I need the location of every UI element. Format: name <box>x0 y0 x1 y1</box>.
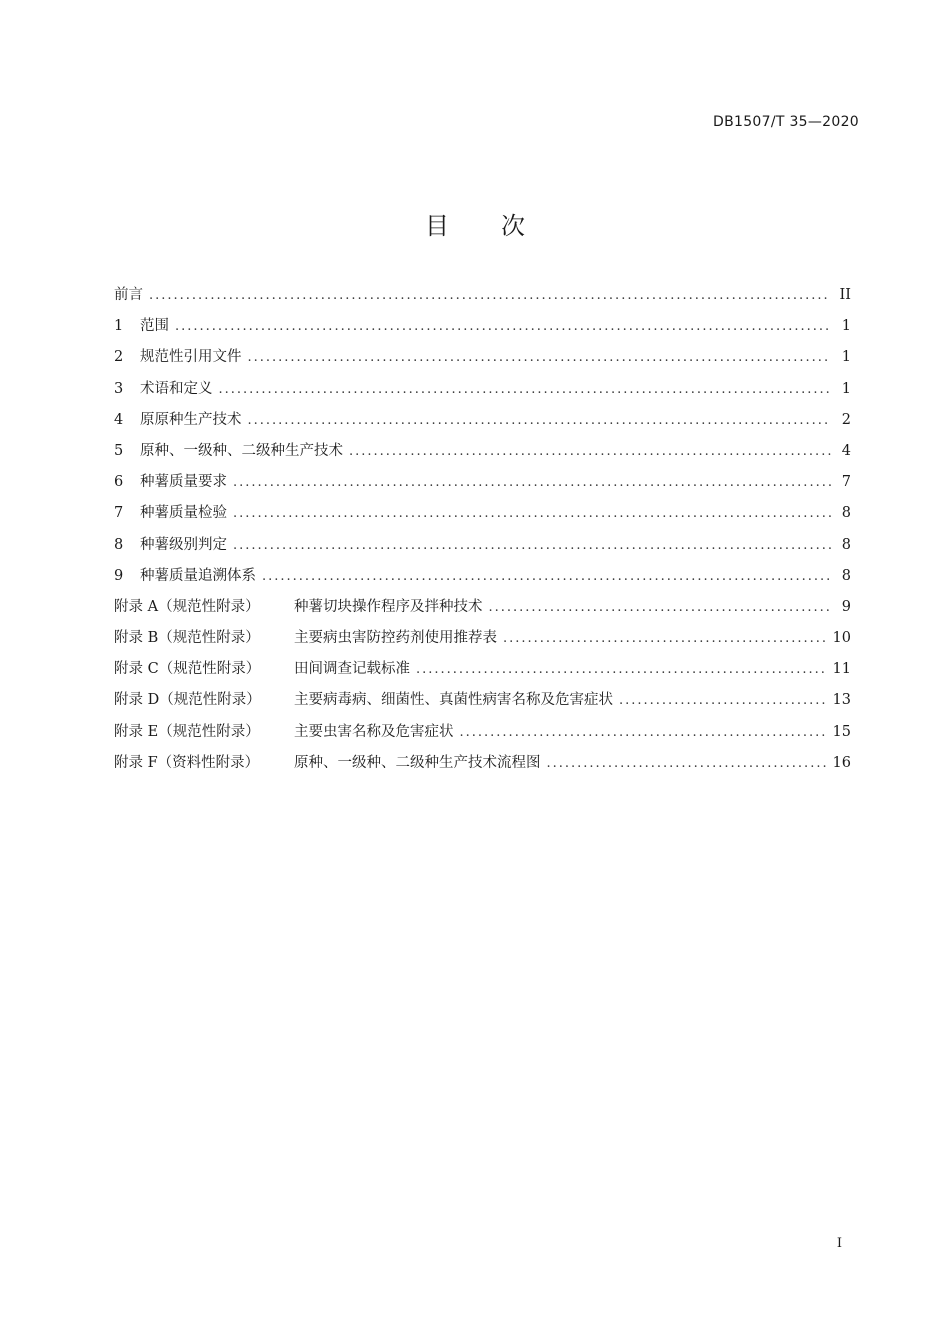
toc-section-number: 4 <box>114 411 124 428</box>
toc-page-number: 10 <box>832 630 851 647</box>
toc-section-number: 7 <box>114 505 124 522</box>
toc-entry[interactable] <box>114 501 851 532</box>
toc-page-number: 8 <box>841 567 851 584</box>
toc-section-number: 5 <box>114 442 124 459</box>
toc-entry-title: 种薯质量要求 <box>140 474 227 491</box>
toc-section-number: 6 <box>114 474 124 491</box>
dot-leader <box>547 756 827 771</box>
toc-entry[interactable] <box>114 564 851 595</box>
dot-leader <box>416 662 827 677</box>
dot-leader <box>233 475 831 490</box>
toc-page-number: 16 <box>832 754 851 771</box>
toc-entry-title: 范围 <box>140 318 169 335</box>
toc-page-number: 1 <box>841 380 851 397</box>
dot-leader <box>503 631 827 646</box>
toc-entry[interactable] <box>114 408 851 439</box>
toc-entry-title: 种薯级别判定 <box>140 536 227 553</box>
toc-page-number: 2 <box>841 411 851 428</box>
toc-entry[interactable] <box>114 626 851 657</box>
toc-entry[interactable] <box>114 720 851 751</box>
toc-page-number: 1 <box>841 349 851 366</box>
toc-entry[interactable] <box>114 283 851 314</box>
toc-entry[interactable] <box>114 533 851 564</box>
toc-page-number: 4 <box>841 442 851 459</box>
dot-leader <box>149 288 831 303</box>
toc-entry-title: 主要病虫害防控药剂使用推荐表 <box>294 630 497 647</box>
toc-section-number: 8 <box>114 536 124 553</box>
dot-leader <box>175 319 831 334</box>
toc-page-number: 15 <box>832 723 851 740</box>
toc-entry-title: 原种、一级种、二级种生产技术流程图 <box>294 754 541 771</box>
toc-appendix-label: 附录 C（规范性附录） <box>114 661 261 678</box>
toc-entry[interactable] <box>114 345 851 376</box>
toc-page-number: 7 <box>841 474 851 491</box>
toc-entry-title: 种薯质量检验 <box>140 505 227 522</box>
toc-entry-title: 主要虫害名称及危害症状 <box>294 723 454 740</box>
table-of-contents <box>114 283 851 782</box>
toc-page-number: 11 <box>832 661 851 678</box>
toc-entry[interactable] <box>114 688 851 719</box>
page-number: I <box>836 1236 842 1251</box>
toc-entry-title: 前言 <box>114 287 143 303</box>
toc-section-number: 1 <box>114 318 124 335</box>
dot-leader <box>248 413 832 428</box>
toc-entry[interactable] <box>114 314 851 345</box>
toc-entry[interactable] <box>114 751 851 782</box>
title-char-2: 次 <box>501 212 525 240</box>
toc-appendix-label: 附录 E（规范性附录） <box>114 723 260 740</box>
toc-entry-title: 田间调查记载标准 <box>294 661 410 678</box>
toc-page-number: 13 <box>832 692 851 709</box>
toc-page-number: 8 <box>841 536 851 553</box>
toc-page-number: 1 <box>841 318 851 335</box>
dot-leader <box>460 725 827 740</box>
dot-leader <box>619 693 827 708</box>
toc-page-number: 8 <box>841 505 851 522</box>
toc-appendix-label: 附录 F（资料性附录） <box>114 754 260 771</box>
dot-leader <box>233 506 831 521</box>
title-char-1: 目 <box>425 212 449 240</box>
dot-leader <box>248 350 832 365</box>
toc-entry[interactable] <box>114 470 851 501</box>
document-code: DB1507/T 35—2020 <box>713 114 859 130</box>
toc-page-number: 9 <box>841 598 851 615</box>
toc-appendix-label: 附录 B（规范性附录） <box>114 630 260 647</box>
toc-entry-title: 术语和定义 <box>140 380 213 397</box>
toc-section-number: 2 <box>114 349 124 366</box>
toc-entry-title: 主要病毒病、细菌性、真菌性病害名称及危害症状 <box>294 692 613 709</box>
dot-leader <box>233 538 831 553</box>
toc-appendix-label: 附录 D（规范性附录） <box>114 692 261 709</box>
toc-entry-title: 原原种生产技术 <box>140 411 242 428</box>
dot-leader <box>489 600 832 615</box>
dot-leader <box>349 444 831 459</box>
toc-entry-title: 种薯质量追溯体系 <box>140 567 256 584</box>
toc-section-number: 3 <box>114 380 124 397</box>
toc-entry-title: 种薯切块操作程序及拌种技术 <box>294 598 483 615</box>
toc-entry[interactable] <box>114 439 851 470</box>
toc-entry[interactable] <box>114 657 851 688</box>
dot-leader <box>219 382 832 397</box>
toc-entry-title: 原种、一级种、二级种生产技术 <box>140 442 343 459</box>
toc-entry[interactable] <box>114 377 851 408</box>
toc-section-number: 9 <box>114 567 124 584</box>
toc-appendix-label: 附录 A（规范性附录） <box>114 598 260 615</box>
toc-page-number: II <box>839 287 851 303</box>
toc-entry-title: 规范性引用文件 <box>140 349 242 366</box>
dot-leader <box>262 569 831 584</box>
toc-entry[interactable] <box>114 595 851 626</box>
page-title <box>0 206 950 241</box>
